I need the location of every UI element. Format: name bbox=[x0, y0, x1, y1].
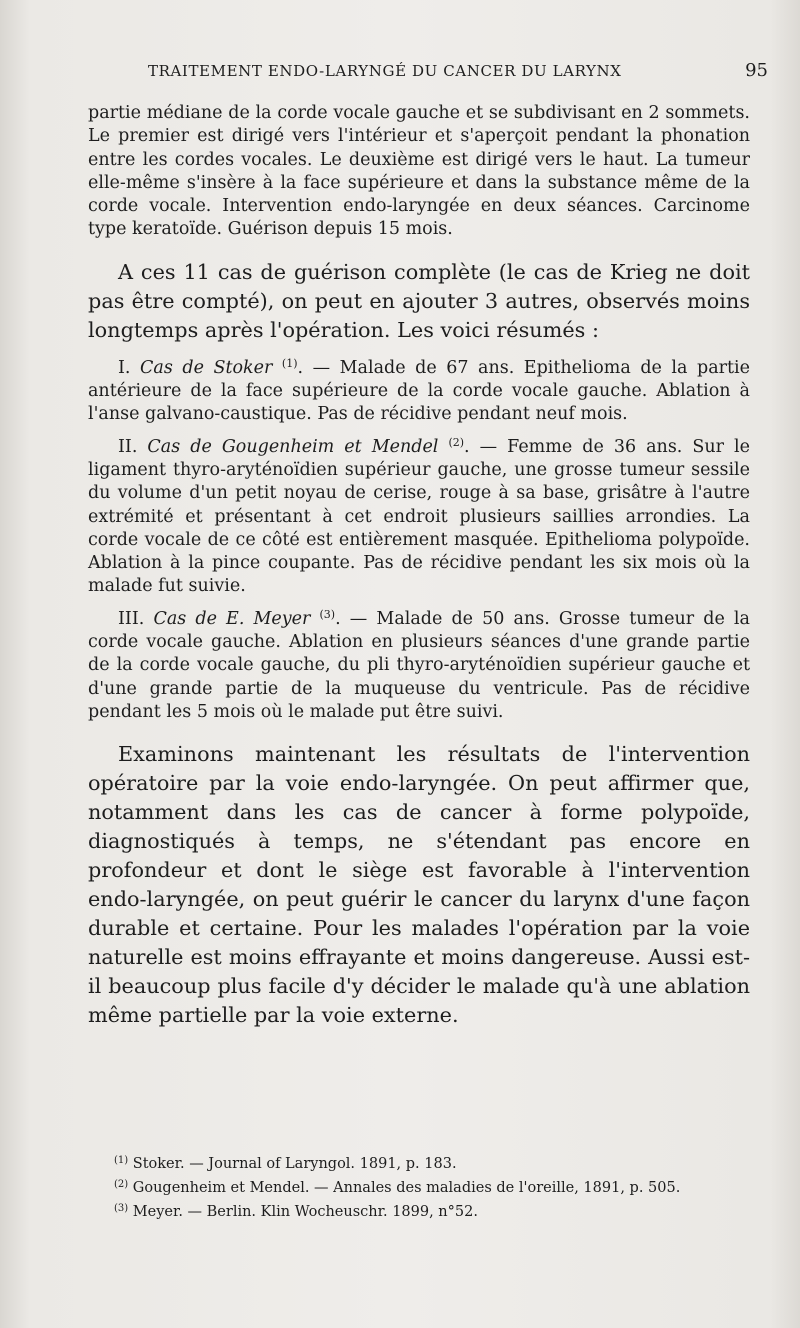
running-header bbox=[148, 62, 768, 80]
case-text: . — Malade de 50 ans. Grosse tumeur de la corde vocale gauche. Ablation en plusieurs séances d'une grande partie de la corde vocale gauche, du pli thyro-aryténoïdien supérieur gauche et d'une grande partie de la muqueuse du ventricule. Pas de récidive pendant les 5 mois où le malade put être suivi. bbox=[88, 608, 750, 722]
paragraph-summary-intro: A ces 11 cas de guérison complète (le cas de Krieg ne doit pas être compté), on peut en ajouter 3 autres, observés moins longtemps après l'opération. Les voici résumés : bbox=[88, 259, 750, 342]
case-number: I. bbox=[118, 357, 131, 378]
footnote-2 bbox=[114, 1176, 754, 1200]
page-number: 95 bbox=[745, 60, 768, 81]
footnote-1 bbox=[114, 1152, 754, 1176]
paragraph-conclusion: Examinons maintenant les résultats de l'intervention opératoire par la voie endo-laryngée. On peut affirmer que, notamment dans les cas de cancer à forme polypoïde, diagnostiqués à temps, ne s'étendant pas encore en profondeur et dont le siège est favorable à l'intervention endo-laryngée, on peut guérir le cancer du larynx d'une façon durable et certaine. Pour les malades l'opération par la voie naturelle est moins effrayante et moins dangereuse. Aussi est-il beaucoup plus facile d'y décider le malade qu'à une ablation même partielle par la voie externe. bbox=[88, 742, 750, 1028]
paragraph-case-end: partie médiane de la corde vocale gauche et se subdivisant en 2 sommets. Le premier est dirigé vers l'intérieur et s'aperçoit pendant la phonation entre les cordes vocales. Le deuxième est dirigé vers le haut. La tumeur elle-même s'insère à la face supérieure et dans la substance même de la corde vocale. Intervention endo-laryngée en deux séances. Carcinome type keratoïde. Guérison depuis 15 mois. bbox=[88, 103, 750, 240]
page-body bbox=[88, 102, 750, 1030]
case-text: . — Malade de 67 ans. Epithelioma de la partie antérieure de la face supérieure de la corde vocale gauche. Ablation à l'anse galvano-caustique. Pas de récidive pendant neuf mois. bbox=[88, 357, 750, 425]
case-title: Cas de E. Meyer bbox=[153, 608, 311, 629]
footnotes bbox=[114, 1152, 754, 1224]
case-stoker bbox=[88, 357, 750, 427]
footnote-text: Gougenheim et Mendel. — Annales des maladies de l'oreille, 1891, p. 505. bbox=[132, 1180, 681, 1196]
case-text: . — Femme de 36 ans. Sur le ligament thyro-aryténoïdien supérieur gauche, une grosse tumeur sessile du volume d'un petit noyau de cerise, rouge à sa base, grisâtre à l'autre extrémité et présentant à cet endroit plusieurs saillies arrondies. La corde vocale de ce côté est entièrement masquée. Epithelioma polypoïde. Ablation à la pince coupante. Pas de récidive pendant les six mois où la malade fut suivie. bbox=[88, 436, 750, 597]
footnote-mark: (2) bbox=[114, 1179, 129, 1190]
case-number: II. bbox=[118, 436, 138, 457]
case-gougenheim-mendel bbox=[88, 436, 750, 599]
footnote-ref: (2) bbox=[448, 435, 465, 449]
case-title: Cas de Stoker bbox=[140, 357, 273, 378]
footnote-ref: (1) bbox=[281, 356, 298, 370]
case-meyer bbox=[88, 608, 750, 724]
case-number: III. bbox=[118, 608, 145, 629]
footnote-text: Meyer. — Berlin. Klin Wocheuschr. 1899, n°52. bbox=[132, 1204, 478, 1220]
footnote-text: Stoker. — Journal of Laryngol. 1891, p. 183. bbox=[132, 1156, 457, 1172]
footnote-mark: (1) bbox=[114, 1155, 129, 1166]
case-title: Cas de Gougenheim et Mendel bbox=[147, 436, 439, 457]
footnote-3 bbox=[114, 1200, 754, 1224]
footnote-mark: (3) bbox=[114, 1203, 129, 1214]
footnote-ref: (3) bbox=[319, 607, 336, 621]
running-title: TRAITEMENT ENDO-LARYNGÉ DU CANCER DU LARYNX bbox=[148, 62, 622, 80]
